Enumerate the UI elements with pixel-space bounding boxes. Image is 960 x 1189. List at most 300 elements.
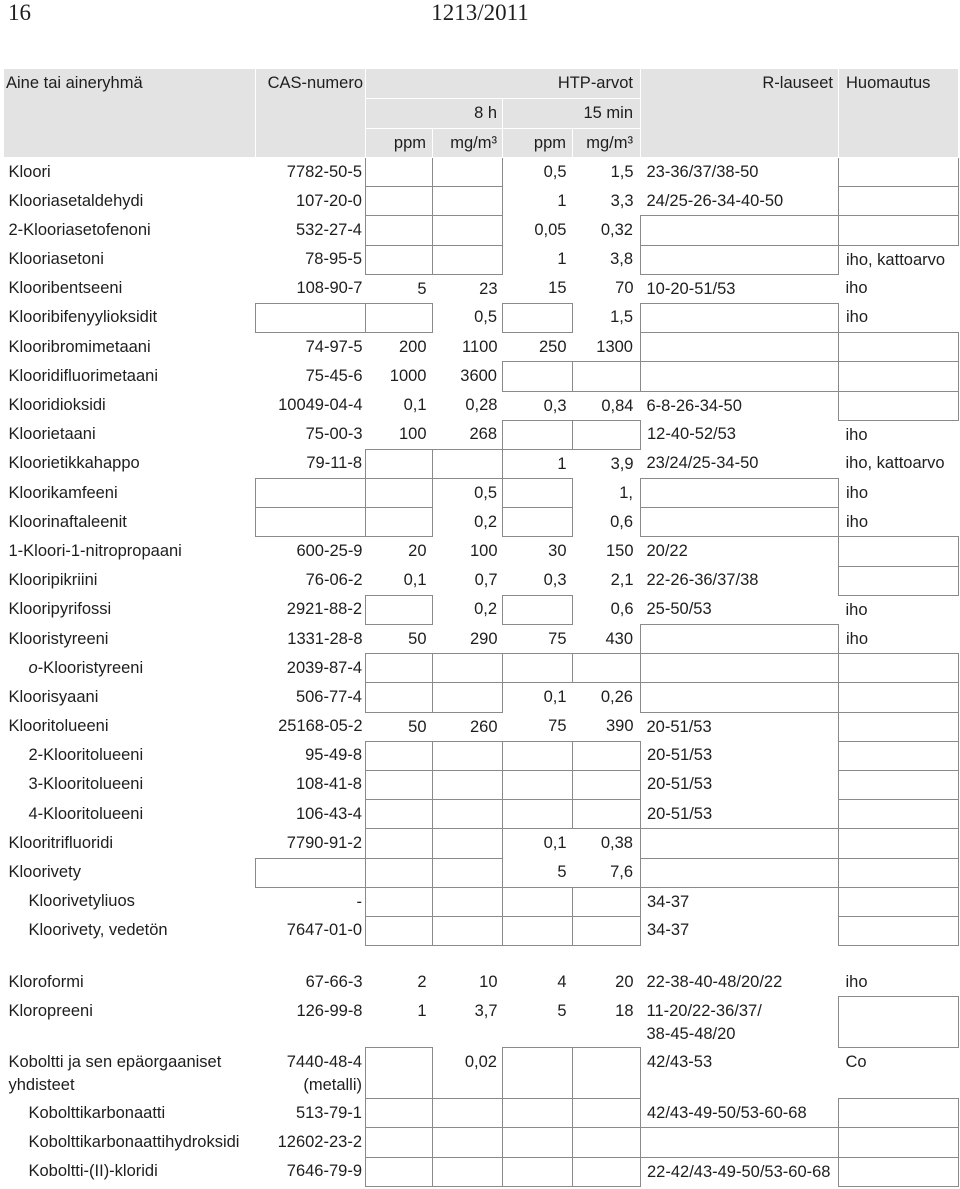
htp-8h-mgm3-cell	[433, 916, 503, 945]
substance-name: Klooribentseeni	[8, 279, 123, 298]
htp-8h-ppm-cell	[366, 1128, 433, 1157]
htp-15min-ppm-cell: 75	[548, 717, 567, 736]
htp-15min-ppm-cell	[503, 1048, 573, 1099]
htp-8h-mgm3-cell	[433, 216, 503, 245]
substance-name-cell	[4, 391, 256, 420]
remark-cell	[839, 1157, 959, 1186]
htp-15min-mgm3-cell	[573, 1157, 641, 1186]
substance-name-cell	[4, 1048, 256, 1099]
r-phrases-cell: 23-36/37/38-50	[646, 163, 759, 181]
r-phrases-cell: 6-8-26-34-50	[646, 396, 742, 415]
cas-number-cell: 506-77-4	[295, 687, 362, 706]
table-row	[4, 595, 959, 624]
cas-number-cell	[256, 479, 366, 508]
r-phrases-cell	[641, 625, 839, 654]
table-row	[4, 479, 959, 508]
htp-8h-mgm3-cell	[433, 187, 503, 216]
htp-8h-ppm-cell	[366, 303, 433, 332]
substance-name-cell	[4, 916, 256, 945]
table-row	[4, 566, 959, 595]
page-header	[0, 0, 960, 30]
htp-15min-mgm3-cell: 70	[615, 279, 634, 298]
htp-8h-ppm-cell	[366, 216, 433, 245]
htp-8h-ppm-cell: 1000	[389, 366, 427, 385]
r-phrases-cell: 11-20/22-36/37/ 38-45-48/20	[646, 1001, 762, 1043]
column-header-cas-number: CAS-numero	[256, 69, 366, 158]
r-phrases-cell: 22-26-36/37/38	[646, 571, 759, 590]
r-phrases-cell	[641, 216, 839, 245]
cas-number-cell: 1331-28-8	[287, 629, 363, 648]
substance-name: Kloori	[8, 163, 51, 181]
cas-number-cell: 12602-23-2	[277, 1132, 362, 1151]
htp-8h-ppm-cell	[366, 800, 433, 829]
substance-name: 2-Klooriasetofenoni	[8, 220, 151, 239]
cas-number-cell: 2039-87-4	[286, 658, 362, 677]
cas-number-cell: 108-41-8	[295, 775, 362, 794]
table-row	[4, 829, 959, 858]
substance-name: Kloorivetyliuos	[28, 892, 135, 911]
substance-name: 4-Klooritolueeni	[28, 804, 144, 823]
cas-number-cell	[256, 508, 366, 537]
htp-8h-mgm3-cell	[433, 654, 503, 683]
htp-15min-mgm3-cell	[573, 741, 641, 770]
cas-number-cell: 7440-48-4 (metalli)	[286, 1052, 362, 1094]
htp-15min-ppm-cell: 4	[557, 972, 567, 991]
htp-15min-mgm3-cell: 0,32	[600, 220, 633, 239]
htp-15min-mgm3-cell: 0,26	[600, 688, 633, 707]
htp-8h-ppm-cell	[366, 916, 433, 945]
htp-15min-ppm-cell: 1	[557, 250, 567, 269]
htp-15min-mgm3-cell: 1300	[596, 337, 633, 356]
htp-8h-ppm-cell	[366, 1048, 433, 1099]
substance-name: Kloorivety	[8, 863, 81, 881]
substance-name-cell	[4, 741, 256, 770]
substance-name-cell	[4, 216, 256, 245]
r-phrases-cell	[641, 508, 839, 537]
table-row	[4, 1128, 959, 1157]
htp-8h-ppm-cell	[366, 683, 433, 712]
substance-name-cell	[4, 449, 256, 478]
htp-15min-mgm3-cell	[573, 420, 641, 449]
table-row	[4, 712, 959, 741]
htp-8h-ppm-cell	[366, 479, 433, 508]
table-row	[4, 916, 959, 945]
htp-8h-ppm-cell	[366, 245, 433, 274]
cas-number-cell: 108-90-7	[296, 279, 363, 298]
substance-name: 2-Klooritolueeni	[28, 746, 144, 765]
r-phrases-cell	[641, 245, 839, 274]
substance-name-cell	[4, 1128, 256, 1157]
cas-number-cell: 95-49-8	[305, 746, 362, 765]
substance-name-cell	[4, 800, 256, 829]
htp-8h-ppm-cell	[366, 1099, 433, 1128]
substance-name-cell	[4, 654, 256, 683]
unit-header-15min-ppm: ppm	[503, 129, 573, 158]
substance-name: Klooriasetaldehydi	[8, 191, 144, 210]
htp-15min-ppm-cell: 0,05	[534, 220, 567, 239]
remark-cell	[839, 916, 959, 945]
substance-name: Klooribromimetaani	[8, 337, 151, 356]
htp-15min-ppm-cell: 0,1	[543, 834, 567, 853]
htp-15min-mgm3-cell	[573, 1128, 641, 1157]
cas-number-cell: 126-99-8	[296, 1001, 363, 1020]
remark-cell: iho	[846, 512, 869, 531]
substance-name: Kloorikamfeeni	[8, 483, 118, 502]
htp-8h-ppm-cell: 5	[417, 279, 427, 298]
htp-8h-ppm-cell: 1	[417, 1001, 427, 1020]
htp-15min-ppm-cell: 1	[557, 454, 567, 473]
remark-cell	[839, 997, 959, 1048]
htp-8h-mgm3-cell	[433, 1099, 503, 1128]
remark-cell: iho	[846, 629, 869, 648]
htp-15min-mgm3-cell: 3,3	[610, 191, 634, 210]
column-header-r-phrases: R-lauseet	[641, 69, 839, 158]
cas-number-cell: 532-27-4	[295, 220, 362, 239]
htp-15min-mgm3-cell: 3,8	[610, 250, 633, 269]
htp-8h-ppm-cell	[366, 770, 433, 799]
htp-15min-ppm-cell: 250	[538, 338, 567, 357]
table-row	[4, 1048, 959, 1099]
htp-15min-ppm-cell	[503, 800, 573, 829]
htp-15min-ppm-cell	[503, 1128, 573, 1157]
table-row	[4, 362, 959, 391]
htp-15min-ppm-cell	[503, 887, 573, 916]
substance-name-cell	[4, 997, 256, 1048]
r-phrases-cell: 25-50/53	[646, 600, 712, 619]
cas-number-cell: 106-43-4	[295, 804, 362, 823]
htp-15min-ppm-cell: 1	[557, 191, 567, 210]
column-header-htp-values: HTP-arvot	[366, 69, 641, 99]
htp-15min-ppm-cell	[503, 770, 573, 799]
htp-8h-mgm3-cell: 3,7	[474, 1001, 498, 1020]
r-phrases-cell: 24/25-26-34-40-50	[646, 191, 784, 210]
htp-8h-mgm3-cell: 0,7	[474, 571, 498, 590]
htp-8h-mgm3-cell: 100	[469, 541, 498, 560]
substance-name-cell	[4, 829, 256, 858]
htp-15min-mgm3-cell: 3,9	[610, 454, 634, 473]
htp-15min-mgm3-cell	[573, 916, 641, 945]
substance-name: Kloropreeni	[8, 1001, 93, 1020]
remark-cell	[839, 1128, 959, 1157]
column-header-remark: Huomautus	[839, 69, 959, 158]
substance-name-cell	[4, 362, 256, 391]
substance-name: Kloorisyaani	[8, 687, 99, 706]
htp-8h-ppm-cell	[366, 595, 433, 624]
htp-8h-ppm-cell	[366, 887, 433, 916]
htp-15min-ppm-cell	[503, 420, 573, 449]
htp-8h-mgm3-cell: 0,5	[474, 308, 497, 327]
cas-number-cell: 7647-01-0	[286, 921, 362, 940]
htp-8h-mgm3-cell	[433, 800, 503, 829]
table-row	[4, 1099, 959, 1128]
table-row	[4, 216, 959, 245]
substance-name-cell	[4, 245, 256, 274]
htp-15min-mgm3-cell	[573, 1048, 641, 1099]
substance-name-cell	[4, 274, 256, 303]
cas-number-cell: 7790-91-2	[286, 833, 362, 852]
htp-8h-mgm3-cell: 268	[469, 425, 497, 444]
r-phrases-cell: 42/43-49-50/53-60-68	[647, 1103, 807, 1122]
htp-8h-mgm3-cell: 0,2	[474, 600, 497, 619]
r-phrases-cell	[641, 654, 839, 683]
table-row	[4, 968, 959, 997]
substance-name: 3-Klooritolueeni	[28, 775, 144, 794]
table-row	[4, 420, 959, 449]
cas-number-cell: 76-06-2	[305, 571, 363, 590]
remark-cell	[839, 391, 959, 420]
htp-8h-mgm3-cell: 0,28	[465, 396, 498, 414]
r-phrases-cell: 20/22	[646, 542, 688, 561]
r-phrases-cell: 22-42/43-49-50/53-60-68	[647, 1162, 831, 1181]
substance-name-cell	[4, 1099, 256, 1128]
htp-8h-ppm-cell	[366, 858, 433, 887]
htp-15min-ppm-cell: 0,3	[543, 396, 567, 415]
remark-cell: iho	[845, 279, 868, 298]
cas-number-cell: 7782-50-5	[286, 163, 362, 181]
section-separator	[4, 946, 959, 968]
substance-name-cell	[4, 566, 256, 595]
r-phrases-cell: 34-37	[647, 892, 690, 911]
htp-15min-ppm-cell: 15	[548, 279, 567, 298]
r-phrases-cell: 12-40-52/53	[647, 425, 736, 444]
htp-8h-mgm3-cell	[433, 1157, 503, 1186]
table-row	[4, 508, 959, 537]
htp-8h-ppm-cell: 0,1	[403, 571, 427, 590]
substance-name: Kloorietaani	[8, 425, 96, 444]
unit-header-8h-mgm3: mg/m³	[433, 129, 503, 158]
htp-8h-mgm3-cell: 23	[479, 279, 498, 298]
htp-15min-mgm3-cell	[573, 1099, 641, 1128]
remark-cell	[839, 333, 959, 362]
remark-cell	[839, 362, 959, 391]
htp-8h-mgm3-cell: 0,5	[474, 484, 497, 503]
cas-number-cell: 10049-04-4	[278, 396, 363, 414]
htp-15min-ppm-cell	[503, 654, 573, 683]
htp-15min-mgm3-cell: 150	[605, 541, 634, 560]
substance-name: Klooriasetoni	[8, 250, 104, 269]
remark-cell	[839, 770, 959, 799]
substance-name-cell	[4, 187, 256, 216]
header-row	[4, 69, 959, 99]
htp-8h-mgm3-cell: 3600	[460, 366, 497, 385]
substance-name-cell	[4, 968, 256, 997]
htp-8h-mgm3-cell: 260	[469, 717, 498, 736]
table-row	[4, 887, 959, 916]
remark-cell: iho	[846, 483, 869, 502]
substance-name: Klooripyrifossi	[8, 600, 112, 619]
substance-name-cell	[4, 420, 256, 449]
remark-cell	[839, 1099, 959, 1128]
substance-name-cell	[4, 858, 256, 887]
substance-name: 1-Kloori-1-nitropropaani	[8, 541, 182, 560]
htp-15min-ppm-cell: 0,3	[543, 571, 567, 590]
substance-name: Kloorietikkahappo	[8, 454, 140, 473]
r-phrases-cell	[641, 1128, 839, 1157]
remark-cell	[839, 187, 959, 216]
htp-15min-mgm3-cell: 0,84	[601, 396, 634, 415]
substance-name-cell	[4, 537, 256, 566]
cas-number-cell: 67-66-3	[305, 972, 363, 991]
table-row	[4, 625, 959, 654]
r-phrases-cell	[641, 858, 839, 887]
substance-name: Kobolttikarbonaatti	[28, 1103, 166, 1122]
remark-cell: iho, kattoarvo	[846, 250, 946, 269]
substance-name: -Klooristyreeni	[37, 658, 144, 677]
htp-15min-ppm-cell	[503, 1157, 573, 1186]
table-row	[4, 800, 959, 829]
htp-8h-mgm3-cell	[433, 449, 503, 478]
htp-8h-ppm-cell: 50	[408, 717, 427, 736]
substance-name-cell	[4, 887, 256, 916]
htp-8h-mgm3-cell: 1100	[462, 337, 498, 356]
r-phrases-cell: 20-51/53	[647, 804, 713, 823]
substance-name-cell	[4, 303, 256, 332]
cas-number-cell: 25168-05-2	[278, 717, 363, 736]
table-row	[4, 391, 959, 420]
remark-cell: iho	[845, 972, 868, 991]
htp-8h-mgm3-cell	[433, 158, 503, 187]
cas-number-cell: 513-79-1	[295, 1103, 362, 1122]
table-row	[4, 1157, 959, 1186]
cas-number-cell: 7646-79-9	[286, 1162, 362, 1181]
r-phrases-cell: 34-37	[647, 921, 690, 940]
table-row	[4, 654, 959, 683]
r-phrases-cell: 20-51/53	[647, 775, 713, 794]
htp-8h-mgm3-cell: 0,02	[464, 1052, 497, 1071]
htp-15min-ppm-cell: 5	[557, 863, 567, 881]
remark-cell	[839, 858, 959, 887]
column-header-8h: 8 h	[366, 99, 503, 129]
htp-8h-mgm3-cell	[433, 683, 503, 712]
table-body	[4, 158, 959, 1187]
substance-name: Klooridioksidi	[8, 396, 106, 414]
htp-8h-ppm-cell	[366, 508, 433, 537]
remark-cell	[839, 216, 959, 245]
remark-cell	[839, 712, 959, 741]
htp-8h-mgm3-cell: 0,2	[474, 512, 497, 531]
r-phrases-cell	[641, 362, 839, 391]
substance-name-cell	[4, 625, 256, 654]
table-row	[4, 537, 959, 566]
r-phrases-cell: 20-51/53	[647, 746, 713, 765]
table-row	[4, 158, 959, 187]
table-row	[4, 858, 959, 887]
substance-name: Kloorinaftaleenit	[8, 512, 127, 531]
htp-15min-mgm3-cell: 7,6	[610, 863, 633, 881]
htp-15min-mgm3-cell: 0,6	[610, 512, 633, 531]
r-phrases-cell: 22-38-40-48/20/22	[646, 972, 783, 991]
remark-cell	[839, 829, 959, 858]
substance-name: Koboltti ja sen epäorgaaniset yhdisteet	[8, 1052, 222, 1094]
table-row	[4, 245, 959, 274]
cas-number-cell	[256, 858, 366, 887]
htp-15min-mgm3-cell	[573, 800, 641, 829]
r-phrases-cell	[641, 303, 839, 332]
table-row	[4, 303, 959, 332]
htp-8h-mgm3-cell	[433, 770, 503, 799]
remark-cell: Co	[845, 1053, 867, 1072]
r-phrases-cell: 42/43-53	[647, 1052, 713, 1071]
htp-8h-ppm-cell: 50	[408, 630, 427, 648]
htp-15min-ppm-cell	[503, 508, 573, 537]
section-separator-cell	[4, 946, 959, 968]
unit-header-15min-mgm3: mg/m³	[573, 129, 641, 158]
htp-8h-ppm-cell	[366, 187, 433, 216]
remark-cell: iho	[846, 308, 869, 327]
htp-15min-ppm-cell: 5	[557, 1001, 567, 1020]
r-phrases-cell: 10-20-51/53	[646, 279, 736, 298]
htp-8h-ppm-cell	[366, 654, 433, 683]
htp-8h-mgm3-cell	[433, 858, 503, 887]
column-header-15min: 15 min	[503, 99, 641, 129]
htp-15min-mgm3-cell: 1,	[619, 483, 633, 502]
htp-15min-mgm3-cell: 0,38	[600, 834, 633, 853]
htp-15min-ppm-cell	[503, 1099, 573, 1128]
htp-8h-ppm-cell: 20	[408, 542, 427, 561]
substance-name: Kloorivety, vedetön	[28, 921, 168, 940]
cas-number-cell	[256, 303, 366, 332]
htp-15min-ppm-cell: 0,5	[543, 163, 567, 181]
htp-8h-mgm3-cell	[433, 1128, 503, 1157]
table-row	[4, 741, 959, 770]
htp-15min-mgm3-cell	[573, 770, 641, 799]
cas-number-cell: 78-95-5	[305, 250, 362, 269]
page-number: 16	[8, 0, 31, 25]
cas-number-cell: 2921-88-2	[286, 600, 362, 619]
table-row	[4, 449, 959, 478]
htp-8h-ppm-cell	[366, 829, 433, 858]
substance-name: Kloroformi	[8, 972, 84, 991]
remark-cell	[839, 158, 959, 187]
htp-8h-ppm-cell	[366, 449, 433, 478]
substance-name: Klooritrifluoridi	[8, 833, 114, 852]
htp-8h-ppm-cell: 2	[417, 972, 427, 991]
remark-cell	[839, 654, 959, 683]
htp-15min-mgm3-cell: 430	[605, 629, 633, 648]
htp-15min-mgm3-cell: 20	[615, 972, 634, 991]
substance-name-cell	[4, 712, 256, 741]
htp-8h-ppm-cell	[366, 158, 433, 187]
r-phrases-cell	[641, 683, 839, 712]
table-header	[4, 69, 959, 158]
remark-cell	[839, 566, 959, 595]
substance-name-cell	[4, 479, 256, 508]
substance-name-cell	[4, 683, 256, 712]
table-row	[4, 187, 959, 216]
cas-number-cell: 75-00-3	[305, 425, 363, 444]
remark-cell	[839, 741, 959, 770]
substance-name-cell	[4, 508, 256, 537]
substance-name-cell	[4, 595, 256, 624]
htp-8h-mgm3-cell	[433, 829, 503, 858]
htp-8h-mgm3-cell	[433, 741, 503, 770]
htp-15min-mgm3-cell	[573, 887, 641, 916]
htp-15min-ppm-cell	[503, 362, 573, 391]
htp-15min-mgm3-cell: 390	[605, 717, 634, 736]
r-phrases-cell	[641, 333, 839, 362]
table-row	[4, 997, 959, 1048]
substance-name-cell	[4, 770, 256, 799]
document-number: 1213/2011	[431, 0, 529, 25]
htp-15min-ppm-cell	[503, 303, 573, 332]
table-row	[4, 333, 959, 362]
cas-number-cell: 600-25-9	[296, 542, 363, 561]
htp-15min-mgm3-cell: 1,5	[610, 308, 633, 327]
htp-15min-ppm-cell	[503, 916, 573, 945]
htp-15min-mgm3-cell: 1,5	[610, 163, 634, 181]
substance-name: Klooristyreeni	[8, 629, 109, 648]
cas-number-cell: 79-11-8	[306, 454, 362, 473]
